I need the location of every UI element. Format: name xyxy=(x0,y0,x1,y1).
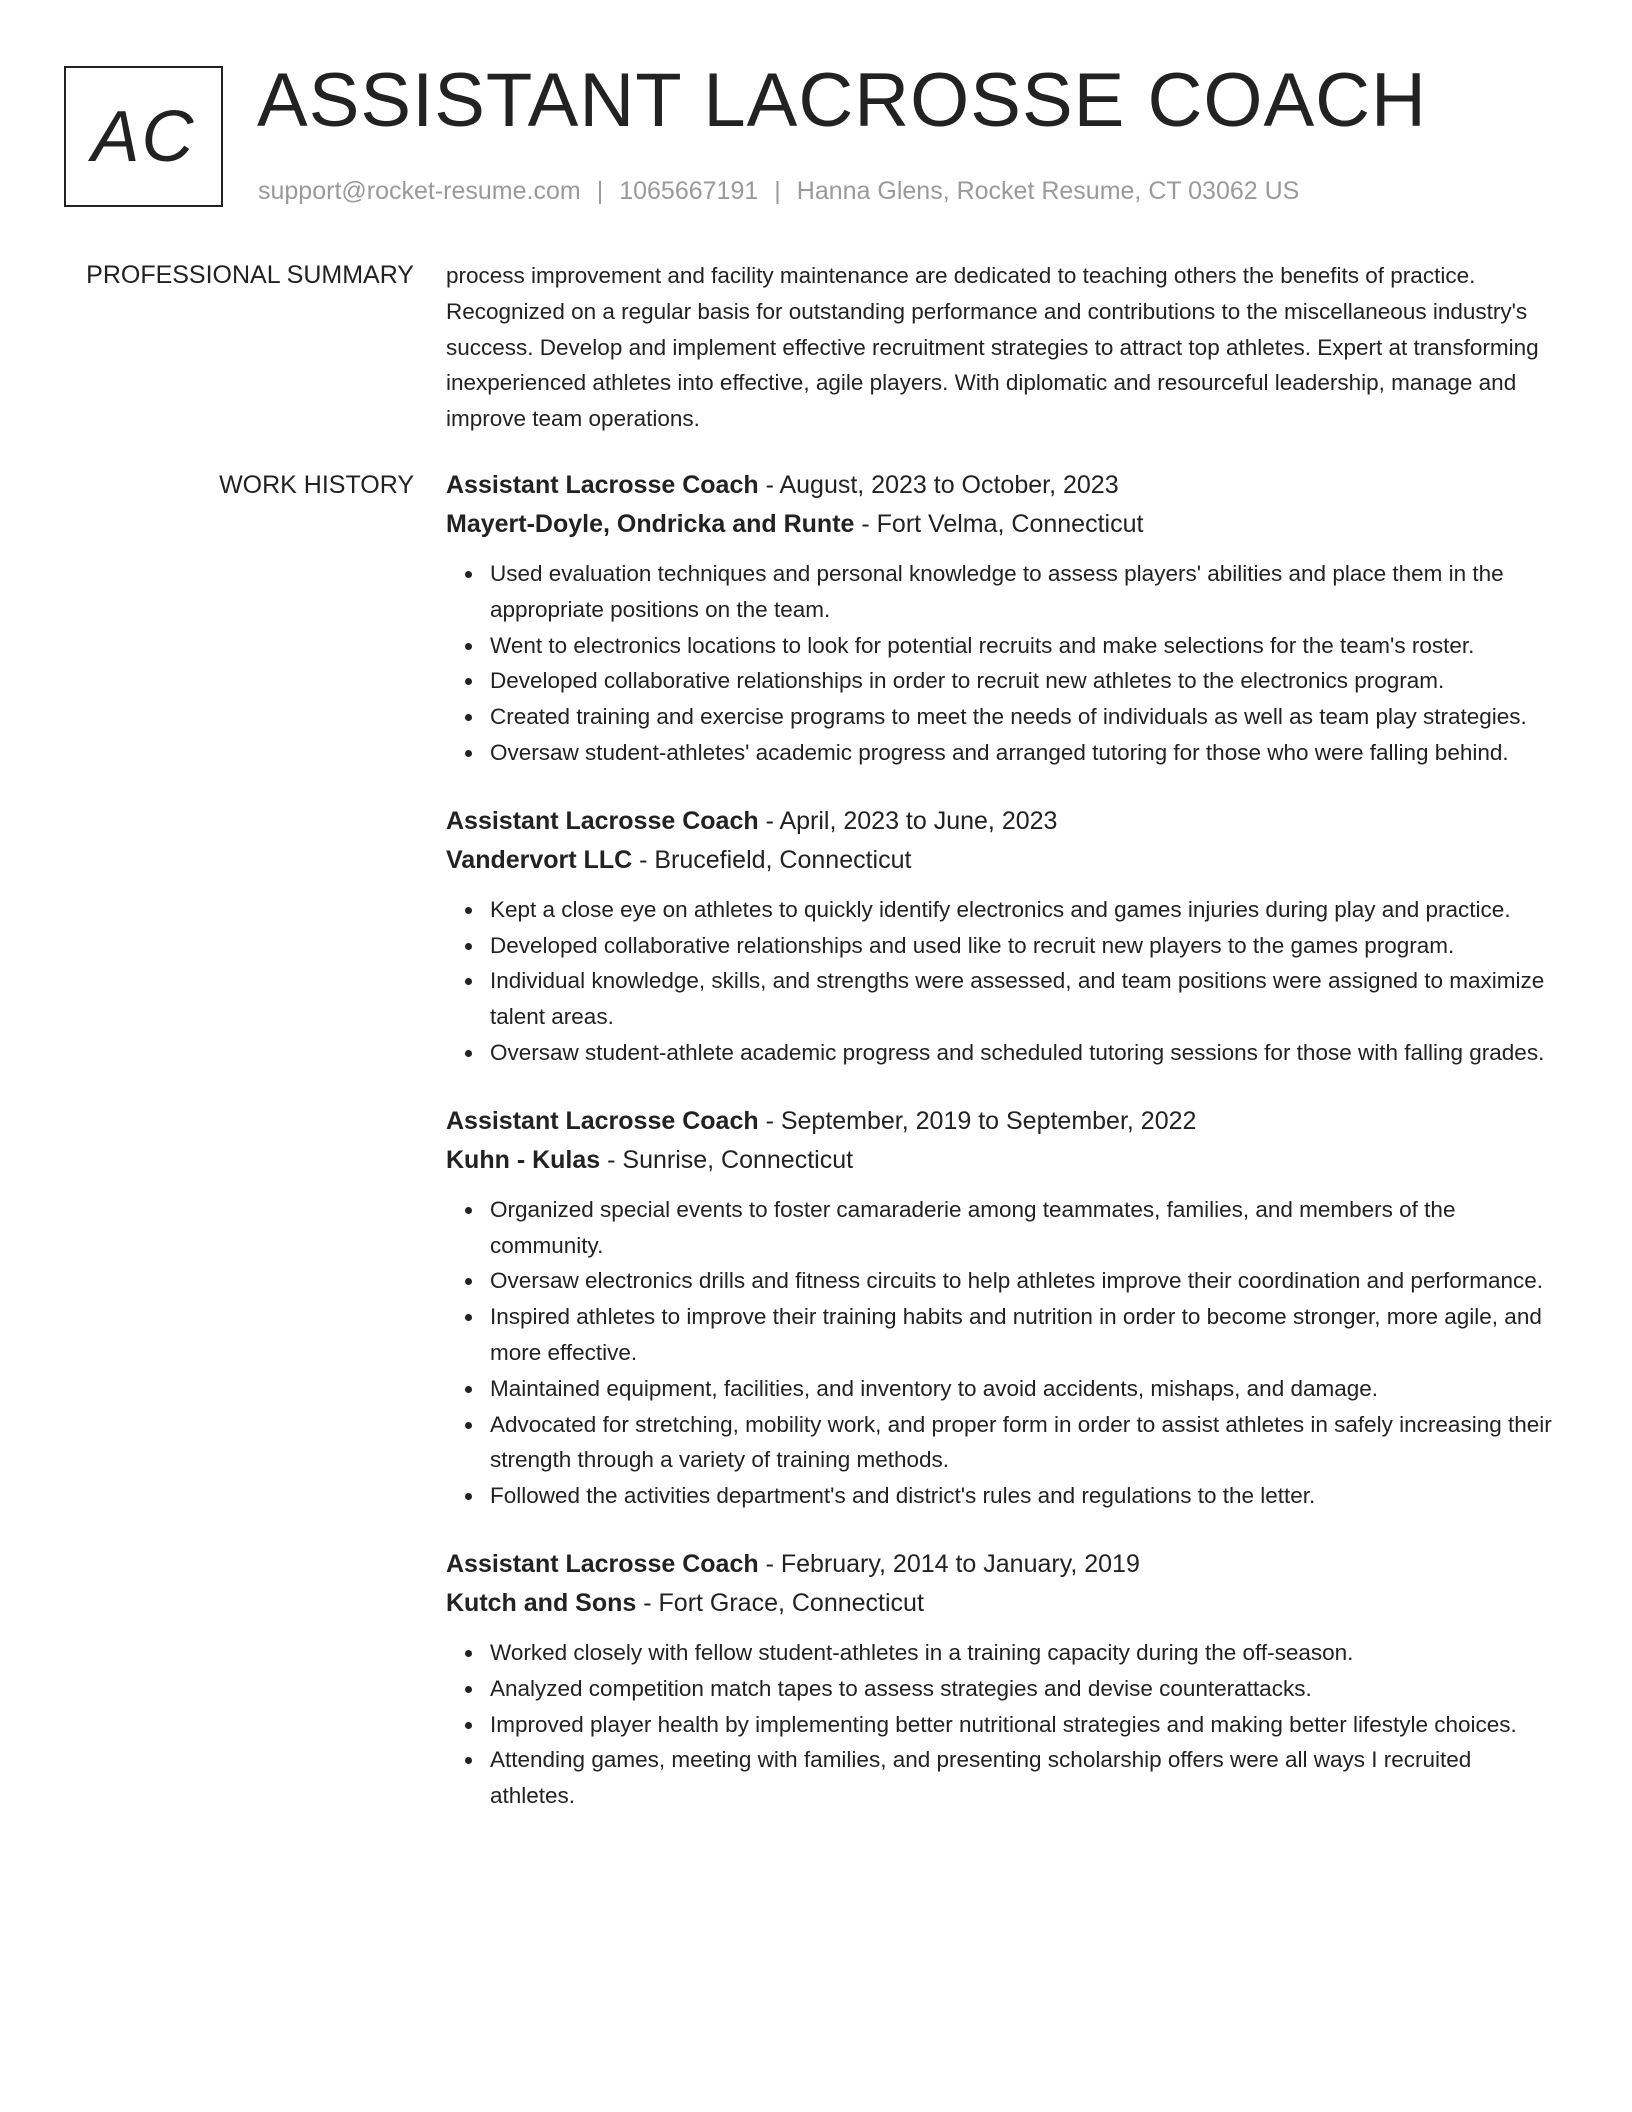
job-bullet: Analyzed competition match tapes to assess strategies and devise counterattacks. xyxy=(490,1671,1558,1707)
monogram-box xyxy=(64,66,223,207)
work-history-heading: WORK HISTORY xyxy=(219,471,414,499)
contact-line xyxy=(258,175,1299,207)
job-bullet: Improved player health by implementing better nutritional strategies and making better lifestyle choices. xyxy=(490,1707,1558,1743)
job-entry xyxy=(446,1102,1558,1514)
job-bullet: Developed collaborative relationships and used like to recruit new players to the games program. xyxy=(490,928,1558,964)
job-company-line xyxy=(446,505,1558,544)
job-company: Kuhn - Kulas xyxy=(446,1145,601,1174)
contact-phone: 1065667191 xyxy=(619,177,759,205)
job-company: Mayert-Doyle, Ondricka and Runte xyxy=(446,510,855,538)
job-bullets xyxy=(446,556,1558,771)
job-company: Kutch and Sons xyxy=(446,1588,637,1617)
job-bullet: Oversaw student-athletes' academic progress and arranged tutoring for those who were falling behind. xyxy=(490,735,1558,771)
job-company-line xyxy=(446,841,1558,880)
contact-separator: | xyxy=(596,177,604,205)
job-bullet: Organized special events to foster camaraderie among teammates, families, and members of the community. xyxy=(490,1192,1558,1264)
job-role: Assistant Lacrosse Coach xyxy=(446,471,759,499)
job-bullet: Attending games, meeting with families, and presenting scholarship offers were all ways I recruited athletes. xyxy=(490,1742,1558,1814)
job-title-line xyxy=(446,466,1558,505)
contact-separator: | xyxy=(774,177,781,205)
job-bullet: Advocated for stretching, mobility work, and proper form in order to assist athletes in safely increasing their strength through a variety of training methods. xyxy=(490,1407,1558,1479)
summary-body xyxy=(446,258,1558,437)
monogram-initials: AC xyxy=(91,96,196,177)
job-company-line xyxy=(446,1141,1558,1180)
job-entry xyxy=(446,466,1558,771)
job-bullet: Created training and exercise programs to meet the needs of individuals as well as team play strategies. xyxy=(490,699,1558,735)
job-bullets xyxy=(446,1192,1558,1514)
job-title-line xyxy=(446,1545,1558,1584)
job-dates: - April, 2023 to June, 2023 xyxy=(758,806,1058,835)
job-location: - Fort Grace, Connecticut xyxy=(636,1588,924,1617)
job-role: Assistant Lacrosse Coach xyxy=(446,806,759,835)
job-location: - Brucefield, Connecticut xyxy=(632,845,912,874)
job-company: Vandervort LLC xyxy=(446,845,633,874)
job-role: Assistant Lacrosse Coach xyxy=(446,1549,759,1578)
job-dates: - February, 2014 to January, 2019 xyxy=(758,1549,1140,1578)
job-bullet: Used evaluation techniques and personal knowledge to assess players' abilities and place them in the appropriate positions on the team. xyxy=(490,556,1558,628)
job-entry xyxy=(446,1545,1558,1814)
job-location: - Fort Velma, Connecticut xyxy=(854,510,1144,538)
summary-text: process improvement and facility maintenance are dedicated to teaching others the benefits of practice. Recognized on a regular basis for outstanding performance and contributions to the miscellaneous industry's success. Develop and implement effective recruitment strategies to attract top athletes. Expert at transforming inexperienced athletes into effective, agile players. With diplomatic and resourceful leadership, manage and improve team operations. xyxy=(446,263,1539,432)
resume-name: ASSISTANT LACROSSE COACH xyxy=(257,58,1427,143)
job-bullet: Worked closely with fellow student-athletes in a training capacity during the off-season. xyxy=(490,1635,1558,1671)
job-dates: - September, 2019 to September, 2022 xyxy=(758,1106,1197,1135)
job-dates: - August, 2023 to October, 2023 xyxy=(758,471,1119,499)
job-bullet: Followed the activities department's and district's rules and regulations to the letter. xyxy=(490,1478,1558,1514)
job-bullet: Oversaw student-athlete academic progress and scheduled tutoring sessions for those with falling grades. xyxy=(490,1035,1558,1071)
job-location: - Sunrise, Connecticut xyxy=(600,1145,854,1174)
job-bullet: Inspired athletes to improve their training habits and nutrition in order to become stronger, more agile, and more effective. xyxy=(490,1299,1558,1371)
job-bullet: Developed collaborative relationships in order to recruit new athletes to the electronics program. xyxy=(490,663,1558,699)
job-bullet: Maintained equipment, facilities, and inventory to avoid accidents, mishaps, and damage. xyxy=(490,1371,1558,1407)
job-title-line xyxy=(446,1102,1558,1141)
contact-address: Hanna Glens, Rocket Resume, CT 03062 US xyxy=(796,177,1300,205)
job-bullets xyxy=(446,1635,1558,1814)
job-role: Assistant Lacrosse Coach xyxy=(446,1106,759,1135)
job-bullet: Went to electronics locations to look for potential recruits and make selections for the team's roster. xyxy=(490,628,1558,664)
job-company-line xyxy=(446,1584,1558,1623)
job-bullet: Individual knowledge, skills, and strengths were assessed, and team positions were assigned to maximize talent areas. xyxy=(490,963,1558,1035)
contact-email[interactable]: support@rocket-resume.com xyxy=(258,177,581,205)
work-history-body xyxy=(446,466,1558,1814)
job-bullets xyxy=(446,892,1558,1071)
job-entry xyxy=(446,802,1558,1071)
job-bullet: Oversaw electronics drills and fitness circuits to help athletes improve their coordination and performance. xyxy=(490,1263,1558,1299)
summary-heading: PROFESSIONAL SUMMARY xyxy=(86,261,414,289)
job-title-line xyxy=(446,802,1558,841)
job-bullet: Kept a close eye on athletes to quickly identify electronics and games injuries during play and practice. xyxy=(490,892,1558,928)
